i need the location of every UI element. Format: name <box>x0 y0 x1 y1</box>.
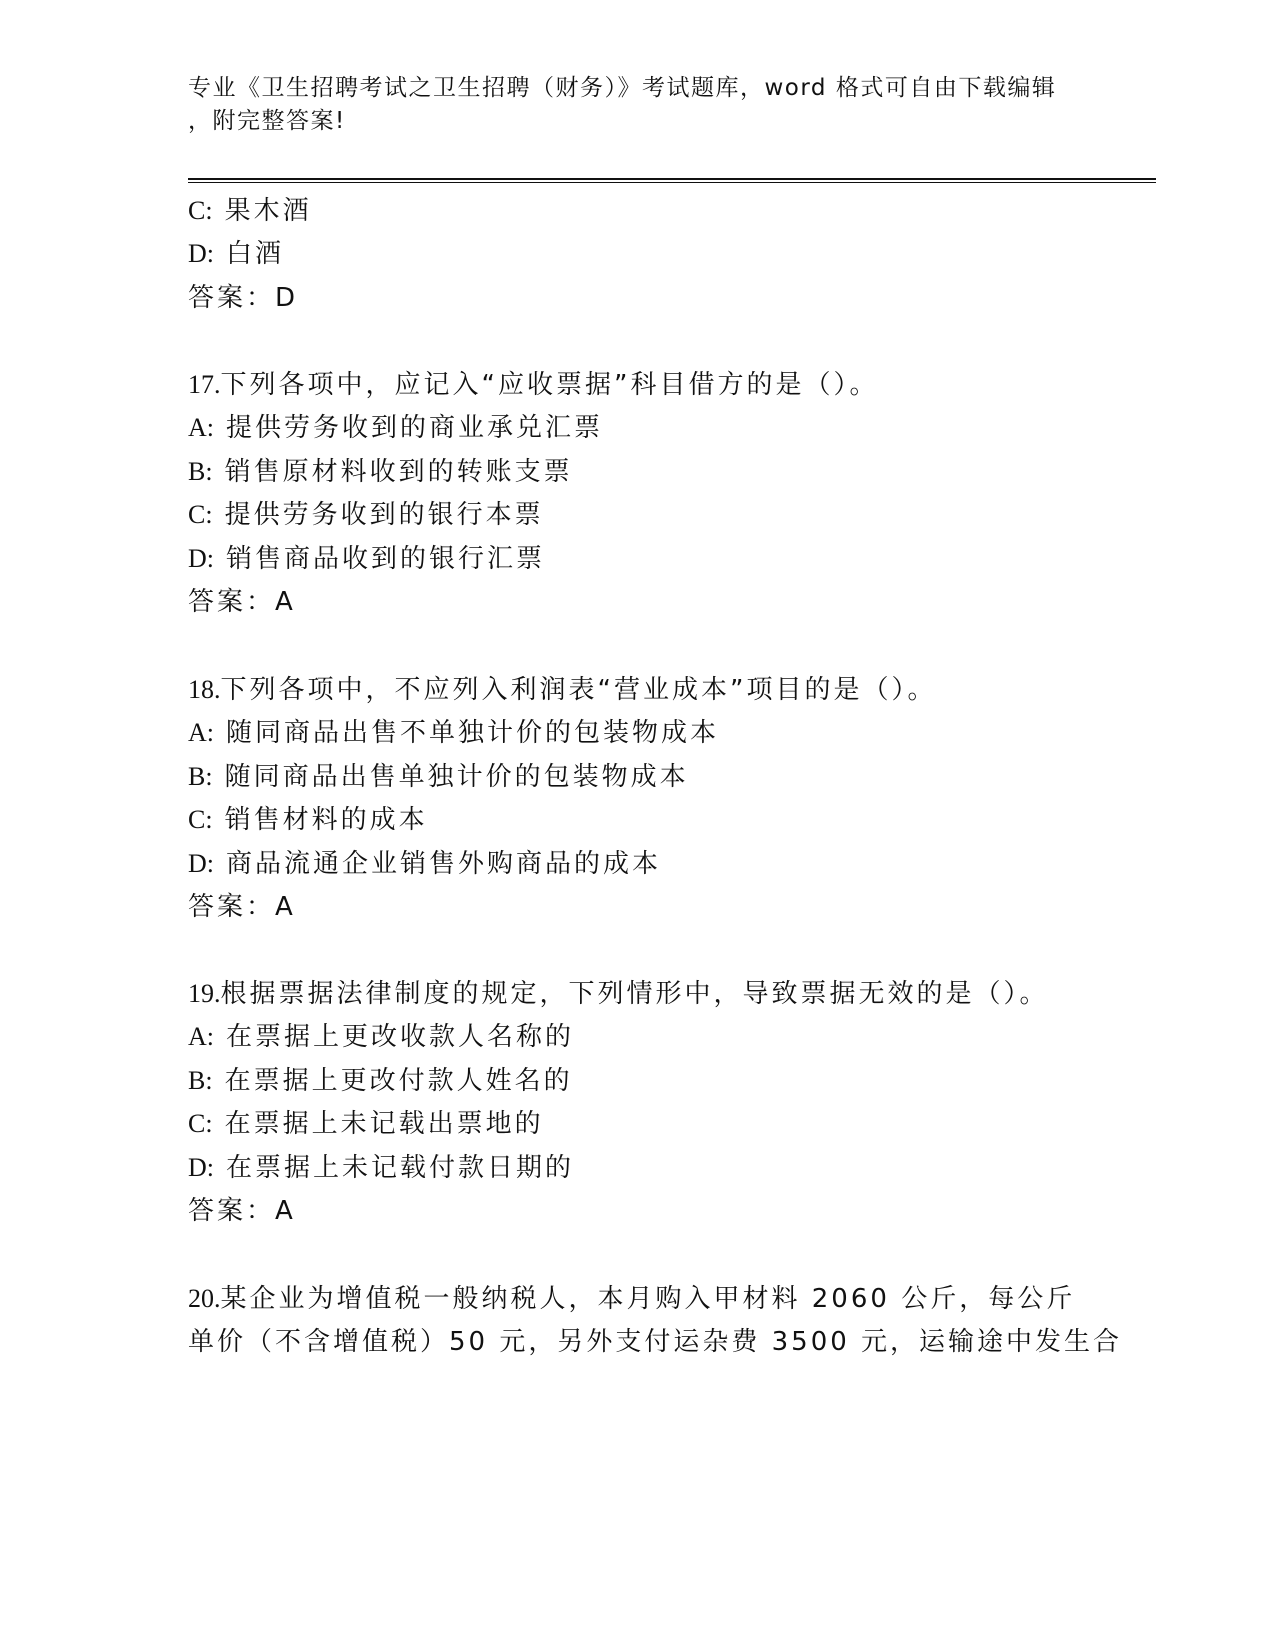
option-letter: C: <box>188 500 213 529</box>
question-text: 下列各项中，应记入“应收票据”科目借方的是（）。 <box>220 370 879 400</box>
option-letter: D: <box>188 1153 214 1182</box>
question-19-answer: 答案：A <box>188 1196 296 1226</box>
option-letter: B: <box>188 1066 213 1095</box>
question-number: 19. <box>188 979 221 1008</box>
option-letter: C: <box>188 805 213 834</box>
option-text: 商品流通企业销售外购商品的成本 <box>226 849 662 879</box>
option-letter: C: <box>188 196 213 225</box>
option-text: 销售材料的成本 <box>224 805 428 835</box>
question-17-stem <box>188 364 878 401</box>
option-letter: D: <box>188 544 214 573</box>
option-letter: B: <box>188 762 213 791</box>
question-17-option-a <box>188 407 603 444</box>
question-17-option-c <box>188 494 544 531</box>
question-17-option-b <box>188 451 573 488</box>
prev-option-d <box>188 233 284 270</box>
option-text: 提供劳务收到的商业承兑汇票 <box>226 413 604 443</box>
option-letter: B: <box>188 457 213 486</box>
option-text: 在票据上更改收款人名称的 <box>226 1022 575 1052</box>
option-text: 白酒 <box>226 239 285 269</box>
question-number: 20. <box>188 1284 221 1313</box>
option-text: 随同商品出售单独计价的包装物成本 <box>224 762 689 792</box>
question-19-option-b <box>188 1060 573 1097</box>
question-18-answer: 答案：A <box>188 892 296 922</box>
option-text: 随同商品出售不单独计价的包装物成本 <box>226 718 720 748</box>
question-text: 某企业为增值税一般纳税人，本月购入甲材料 2060 公斤，每公斤 <box>220 1284 1076 1314</box>
question-17-option-d <box>188 538 545 575</box>
option-text: 销售原材料收到的转账支票 <box>224 457 573 487</box>
question-18-option-d <box>188 843 661 880</box>
question-18-stem <box>188 669 936 706</box>
question-20-stem-line-2: 单价（不含增值税）50 元，另外支付运杂费 3500 元，运输途中发生合 <box>188 1327 1123 1357</box>
question-18-option-a <box>188 712 719 749</box>
question-19-stem <box>188 973 1049 1010</box>
prev-option-c <box>188 190 312 227</box>
question-17-answer: 答案：A <box>188 587 296 617</box>
option-text: 在票据上未记载付款日期的 <box>226 1153 575 1183</box>
question-text: 下列各项中，不应列入利润表“营业成本”项目的是（）。 <box>220 675 937 705</box>
option-text: 在票据上更改付款人姓名的 <box>224 1066 573 1096</box>
option-letter: C: <box>188 1109 213 1138</box>
document-header <box>188 72 1088 138</box>
question-19-option-d <box>188 1147 574 1184</box>
prev-answer: 答案：D <box>188 283 299 313</box>
option-text: 销售商品收到的银行汇票 <box>226 544 546 574</box>
question-number: 18. <box>188 675 221 704</box>
header-divider <box>188 178 1156 183</box>
question-18-option-c <box>188 799 428 836</box>
header-line-1: 专业《卫生招聘考试之卫生招聘（财务）》考试题库，word 格式可自由下载编辑 <box>188 75 1057 101</box>
option-letter: A: <box>188 1022 214 1051</box>
option-text: 果木酒 <box>224 196 312 226</box>
option-letter: D: <box>188 849 214 878</box>
question-text: 根据票据法律制度的规定，下列情形中，导致票据无效的是（）。 <box>220 979 1049 1009</box>
option-text: 提供劳务收到的银行本票 <box>224 500 544 530</box>
option-letter: A: <box>188 718 214 747</box>
question-19-option-a <box>188 1016 574 1053</box>
header-line-2: ，附完整答案! <box>188 108 346 134</box>
question-18-option-b <box>188 756 689 793</box>
question-number: 17. <box>188 370 221 399</box>
option-letter: A: <box>188 413 214 442</box>
question-20-stem-line-1 <box>188 1278 1075 1315</box>
option-letter: D: <box>188 239 214 268</box>
question-19-option-c <box>188 1103 544 1140</box>
option-text: 在票据上未记载出票地的 <box>224 1109 544 1139</box>
